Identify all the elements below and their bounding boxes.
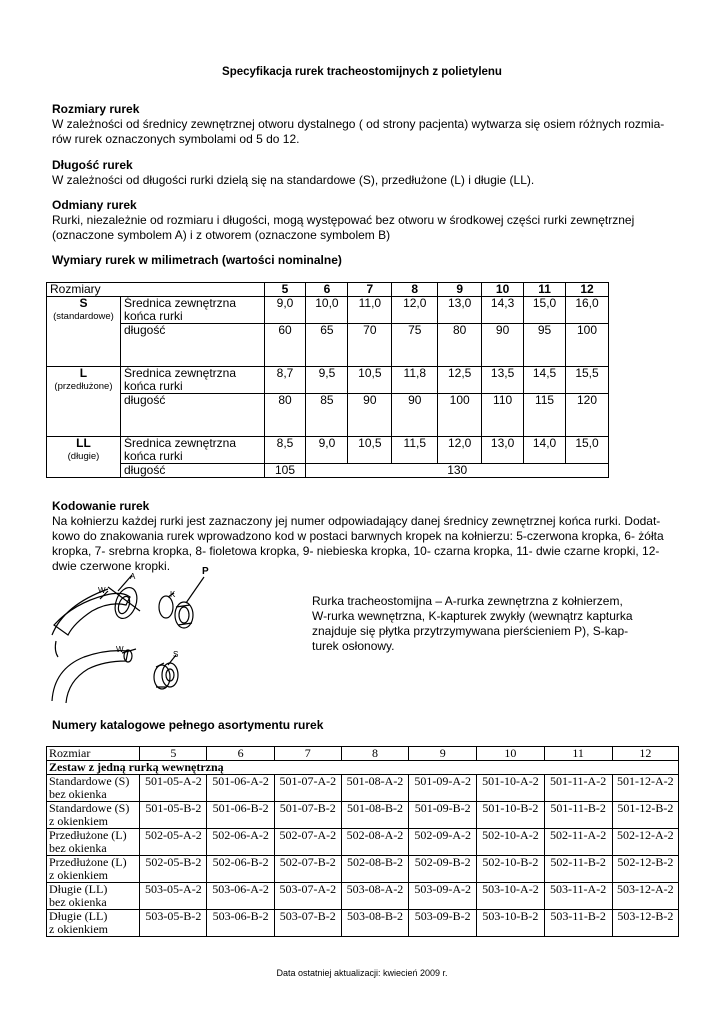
catalog-code-cell: 501-10-A-2	[477, 775, 544, 802]
category-code: LL	[76, 436, 91, 450]
table-cell: 16,0	[566, 297, 609, 324]
catalog-code-cell: 502-05-A-2	[140, 829, 207, 856]
table-row	[47, 367, 609, 394]
table-cell: 9,0	[264, 297, 306, 324]
table-row	[47, 775, 679, 802]
table-cell: 10,5	[348, 437, 392, 464]
category-name: (standardowe)	[53, 311, 114, 322]
table-cell: 115	[524, 394, 566, 437]
section-dlugosc	[52, 158, 682, 188]
row-label: długość	[120, 394, 264, 437]
table-cell: 120	[566, 394, 609, 437]
catalog-code-cell: 501-08-A-2	[341, 775, 408, 802]
table-cell: 12,5	[438, 367, 482, 394]
catalog-code-cell: 501-09-B-2	[409, 802, 477, 829]
size-cell: 12	[612, 747, 678, 761]
header-label: Rozmiary	[47, 283, 265, 297]
size-cell: 10	[477, 747, 544, 761]
catalog-code-cell: 502-07-A-2	[274, 829, 341, 856]
document-title: Specyfikacja rurek tracheostomijnych z polietylenu	[222, 66, 502, 78]
row-label: Średnica zewnętrzna końca rurki	[120, 367, 264, 394]
paragraph-line: Na kołnierzu każdej rurki jest zaznaczony jej numer odpowiadający danej średnicy zewnętrznej końca rurki. Dodat-	[52, 514, 661, 528]
size-cell: 6	[207, 747, 274, 761]
section-rozmiary	[52, 102, 682, 147]
table-cell: 15,0	[566, 437, 609, 464]
row-label: Przedłużone (L) z okienkiem	[47, 856, 140, 883]
footer-date: Data ostatniej aktualizacji: kwiecień 2009 r.	[276, 968, 448, 978]
row-label: długość	[120, 464, 264, 478]
catalog-code-cell: 502-07-B-2	[274, 856, 341, 883]
table-cell: 100	[438, 394, 482, 437]
table-cell: 70	[348, 324, 392, 367]
catalog-code-cell: 503-05-A-2	[140, 883, 207, 910]
catalog-code-cell: 501-10-B-2	[477, 802, 544, 829]
catalog-code-cell: 503-05-B-2	[140, 910, 207, 937]
table-cell: 10,0	[306, 297, 348, 324]
catalog-code-cell: 502-08-B-2	[341, 856, 408, 883]
row-label: Długie (LL) z okienkiem	[47, 910, 140, 937]
catalog-code-cell: 501-12-A-2	[612, 775, 678, 802]
table-row	[47, 802, 679, 829]
table-row	[47, 910, 679, 937]
size-cell: 8	[341, 747, 408, 761]
size-cell: 9	[438, 283, 482, 297]
table-row	[47, 324, 609, 367]
paragraph-line: Rurki, niezależnie od rozmiaru i długości, mogą występować bez otworu w środkowej części rurki zewnętrznej	[52, 213, 635, 227]
catalog-code-cell: 503-10-B-2	[477, 910, 544, 937]
catalog-code-cell: 503-07-A-2	[274, 883, 341, 910]
cap-shape	[159, 596, 173, 618]
catalog-code-cell: 502-11-B-2	[544, 856, 612, 883]
catalog-code-cell: 502-06-B-2	[207, 856, 274, 883]
label-w: W	[98, 586, 106, 595]
catalog-code-cell: 502-08-A-2	[341, 829, 408, 856]
table-cell: 15,0	[524, 297, 566, 324]
paragraph-line: rów rurek oznaczonych symbolami od 5 do 12.	[52, 132, 300, 146]
section-odmiany	[52, 198, 682, 243]
caption-line: W-rurka wewnętrzna, K-kapturek zwykły (wewnątrz kapturka	[312, 609, 633, 623]
section-heading: Odmiany rurek	[52, 198, 137, 212]
catalog-code-cell: 503-12-B-2	[612, 910, 678, 937]
catalog-code-cell: 503-07-B-2	[274, 910, 341, 937]
table-cell: 80	[264, 394, 306, 437]
category-cell	[47, 297, 121, 367]
table-cell: 90	[348, 394, 392, 437]
table-cell: 10,5	[348, 367, 392, 394]
table-cell: 13,0	[482, 437, 524, 464]
paragraph-line: dwie czerwone kropki.	[52, 559, 171, 573]
table-cell: 90	[482, 324, 524, 367]
section-heading: Długość rurek	[52, 158, 133, 172]
table-cell: 12,0	[392, 297, 438, 324]
row-label: Standardowe (S) z okienkiem	[47, 802, 140, 829]
table-cell: 11,0	[348, 297, 392, 324]
catalog-code-cell: 503-10-A-2	[477, 883, 544, 910]
table-cell: 95	[524, 324, 566, 367]
category-code: S	[79, 296, 88, 310]
size-cell: 6	[306, 283, 348, 297]
header-label: Rozmiar	[47, 747, 140, 761]
paragraph-line: kropka, 7- srebrna kropka, 8- fioletowa kropka, 9- niebieska kropka, 10- czarna kropka, 11- dwie czarne kropki, 12-	[52, 544, 660, 558]
table-cell: 75	[392, 324, 438, 367]
catalog-code-cell: 503-09-A-2	[409, 883, 477, 910]
table-row	[47, 437, 609, 464]
caption-line: znajduje się płytka przytrzymywana pierścieniem P), S-kap-	[312, 624, 629, 638]
catalog-code-cell: 502-06-A-2	[207, 829, 274, 856]
katalog-heading: Numery katalogowe pełnego asortymentu rurek	[52, 718, 324, 732]
paragraph-line: W zależności od długości rurki dzielą się na standardowe (S), przedłużone (L) i długie (LL).	[52, 173, 535, 187]
table-cell: 90	[392, 394, 438, 437]
category-name: (przedłużone)	[54, 381, 113, 392]
catalog-code-cell: 502-11-A-2	[544, 829, 612, 856]
row-label: Długie (LL) bez okienka	[47, 883, 140, 910]
table-row	[47, 297, 609, 324]
catalog-code-cell: 502-09-B-2	[409, 856, 477, 883]
paragraph-line: (oznaczone symbolem A) i z otworem (oznaczone symbolem B)	[52, 228, 391, 242]
size-cell: 8	[392, 283, 438, 297]
table-cell: 11,5	[392, 437, 438, 464]
catalog-code-cell: 501-06-B-2	[207, 802, 274, 829]
paragraph-line: kowo do znakowania rurek wprowadzono kod w postaci barwnych kropek na kołnierzu: 5-czerwona kropka, 6- żółta	[52, 529, 664, 543]
category-code: L	[79, 366, 88, 380]
label-a: A	[130, 572, 136, 581]
table-cell: 14,0	[524, 437, 566, 464]
table-cell: 80	[438, 324, 482, 367]
table-cell: 14,5	[524, 367, 566, 394]
table-cell: 11,8	[392, 367, 438, 394]
inner-tube-shape	[52, 651, 128, 703]
catalog-code-cell: 501-05-B-2	[140, 802, 207, 829]
table-cell: 8,5	[264, 437, 306, 464]
row-label: długość	[120, 324, 264, 367]
table-cell: 12,0	[438, 437, 482, 464]
section-heading: Rozmiary rurek	[52, 102, 140, 116]
paragraph-line: W zależności od średnicy zewnętrznej otworu dystalnego ( od strony pacjenta) wytwarza się osiem różnych rozmia-	[52, 117, 665, 131]
label-s: S	[173, 650, 179, 659]
size-cell: 11	[544, 747, 612, 761]
catalog-code-cell: 503-12-A-2	[612, 883, 678, 910]
table-cell: 13,5	[482, 367, 524, 394]
row-label: Średnica zewnętrzna końca rurki	[120, 297, 264, 324]
table-row	[47, 883, 679, 910]
category-cell	[47, 367, 121, 437]
section-heading: Kodowanie rurek	[52, 499, 150, 513]
catalog-code-cell: 503-06-B-2	[207, 910, 274, 937]
table-cell: 105	[264, 464, 306, 478]
row-label: Standardowe (S) bez okienka	[47, 775, 140, 802]
table-row	[47, 829, 679, 856]
size-cell: 5	[140, 747, 207, 761]
size-cell: 12	[566, 283, 609, 297]
catalog-code-cell: 501-08-B-2	[341, 802, 408, 829]
catalog-code-cell: 503-06-A-2	[207, 883, 274, 910]
catalog-code-cell: 501-09-A-2	[409, 775, 477, 802]
section-kodowanie	[52, 499, 682, 574]
dimensions-table	[46, 282, 609, 478]
catalog-code-cell: 502-12-A-2	[612, 829, 678, 856]
table-cell: 9,0	[306, 437, 348, 464]
catalog-code-cell: 501-05-A-2	[140, 775, 207, 802]
wymiary-heading: Wymiary rurek w milimetrach (wartości nominalne)	[52, 253, 342, 267]
catalog-code-cell: 502-09-A-2	[409, 829, 477, 856]
figure-caption	[312, 594, 642, 654]
table-cell: 110	[482, 394, 524, 437]
catalog-code-cell: 503-11-B-2	[544, 910, 612, 937]
label-k: K	[170, 590, 176, 599]
catalog-code-cell: 503-08-B-2	[341, 910, 408, 937]
tracheostomy-tube-illustration	[44, 565, 224, 705]
catalog-header-row	[47, 747, 679, 761]
catalog-code-cell: 503-08-A-2	[341, 883, 408, 910]
catalog-code-cell: 501-07-A-2	[274, 775, 341, 802]
catalog-code-cell: 502-12-B-2	[612, 856, 678, 883]
table-header-row	[47, 283, 609, 297]
table-cell: 130	[306, 464, 609, 478]
table-cell: 60	[264, 324, 306, 367]
table-cell: 13,0	[438, 297, 482, 324]
size-cell: 11	[524, 283, 566, 297]
table-cell: 85	[306, 394, 348, 437]
size-cell: 7	[348, 283, 392, 297]
catalog-code-cell: 502-10-B-2	[477, 856, 544, 883]
row-label: Średnica zewnętrzna końca rurki	[120, 437, 264, 464]
table-cell: 14,3	[482, 297, 524, 324]
size-cell: 10	[482, 283, 524, 297]
group-label: Zestaw z jedną rurką wewnętrzną	[47, 761, 679, 775]
table-cell: 15,5	[566, 367, 609, 394]
table-row	[47, 856, 679, 883]
table-row	[47, 464, 609, 478]
table-cell: 65	[306, 324, 348, 367]
label-p: P	[202, 566, 209, 577]
caption-line: turek osłonowy.	[312, 639, 395, 653]
category-name: (długie)	[67, 451, 100, 462]
category-cell	[47, 437, 121, 478]
caption-line: Rurka tracheostomijna – A-rurka zewnętrzna z kołnierzem,	[312, 594, 623, 608]
size-cell: 5	[264, 283, 306, 297]
catalog-code-cell: 503-11-A-2	[544, 883, 612, 910]
table-row	[47, 394, 609, 437]
table-cell: 9,5	[306, 367, 348, 394]
catalog-code-cell: 501-06-A-2	[207, 775, 274, 802]
table-cell: 8,7	[264, 367, 306, 394]
group-header-row	[47, 761, 679, 775]
label-w2: W	[116, 645, 124, 654]
size-cell: 7	[274, 747, 341, 761]
flange-shape	[111, 585, 141, 622]
size-cell: 9	[409, 747, 477, 761]
catalog-code-cell: 501-11-B-2	[544, 802, 612, 829]
catalog-code-cell: 501-07-B-2	[274, 802, 341, 829]
row-label: Przedłużone (L) bez okienka	[47, 829, 140, 856]
catalog-code-cell: 501-12-B-2	[612, 802, 678, 829]
table-cell: 100	[566, 324, 609, 367]
catalog-code-cell: 502-05-B-2	[140, 856, 207, 883]
catalog-code-cell: 501-11-A-2	[544, 775, 612, 802]
catalog-code-cell: 503-09-B-2	[409, 910, 477, 937]
catalog-table	[46, 746, 679, 937]
catalog-code-cell: 502-10-A-2	[477, 829, 544, 856]
